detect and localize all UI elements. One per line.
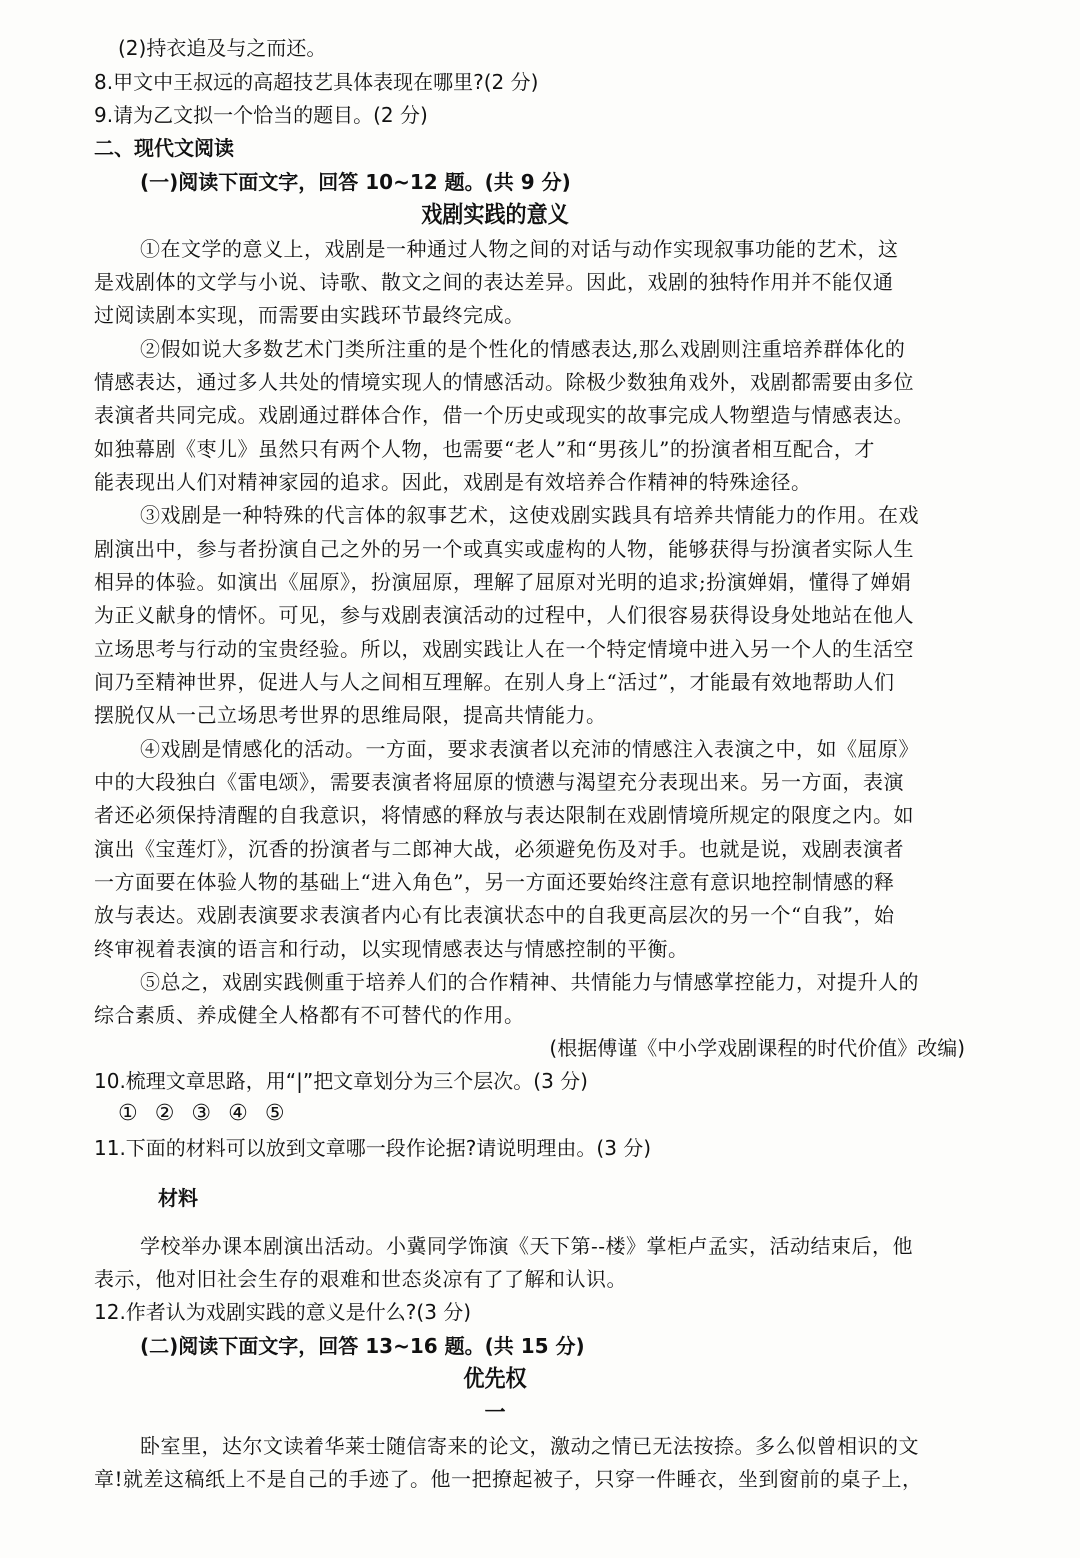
article-title: 戏剧实践的意义 [421, 202, 569, 228]
paragraph-4-line: 一方面要在体验人物的基础上“进入角色”，另一方面还要始终注意有意识地控制情感的释 [94, 870, 895, 894]
paragraph-number-list: ① ② ③ ④ ⑤ [118, 1101, 285, 1126]
subsection-1-instruction: (一)阅读下面文字，回答 10~12 题。(共 9 分) [140, 170, 571, 194]
source-citation: (根据傅谨《中小学戏剧课程的时代价值》改编) [549, 1036, 965, 1060]
paragraph-3-line: ③戏剧是一种特殊的代言体的叙事艺术，这使戏剧实践具有培养共情能力的作用。在戏 [140, 503, 919, 527]
material-text-line: 学校举办课本剧演出活动。小冀同学饰演《天下第--楼》掌柜卢孟实，活动结束后，他 [140, 1234, 914, 1258]
paragraph-3-line: 相异的体验。如演出《屈原》，扮演屈原，理解了屈原对光明的追求;扮演婵娟，懂得了婵娟 [94, 570, 912, 594]
paragraph-5-line: 综合素质、养成健全人格都有不可替代的作用。 [94, 1003, 525, 1027]
question-8: 8.甲文中王叔远的高超技艺具体表现在哪里?(2 分) [94, 70, 539, 94]
paragraph-4-line: 终审视着表演的语言和行动，以实现情感表达与情感控制的平衡。 [94, 937, 689, 961]
paragraph-4-line: 者还必须保持清醒的自我意识，将情感的释放与表达限制在戏剧情境所规定的限度之内。如 [94, 803, 914, 827]
question-9: 9.请为乙文拟一个恰当的题目。(2 分) [94, 103, 428, 127]
paragraph-2-line: 如独幕剧《枣儿》虽然只有两个人物，也需要“老人”和“男孩儿”的扮演者相互配合，才 [94, 437, 875, 461]
question-11: 11.下面的材料可以放到文章哪一段作论据?请说明理由。(3 分) [94, 1136, 652, 1160]
paragraph-3-line: 立场思考与行动的宝贵经验。所以，戏剧实践让人在一个特定情境中进入另一个人的生活空 [94, 637, 914, 661]
story-text-line: 章!就差这稿纸上不是自己的手迹了。他一把撩起被子，只穿一件睡衣，坐到窗前的桌子上， [94, 1467, 923, 1491]
material-text-line: 表示，他对旧社会生存的艰难和世态炎凉有了了解和认识。 [94, 1267, 627, 1291]
subsection-2-instruction: (二)阅读下面文字，回答 13~16 题。(共 15 分) [140, 1334, 585, 1358]
story-text-line: 卧室里，达尔文读着华莱士随信寄来的论文，激动之情已无法按捺。多么似曾相识的文 [140, 1434, 919, 1458]
paragraph-2-line: 表演者共同完成。戏剧通过群体合作，借一个历史或现实的故事完成人物塑造与情感表达。 [94, 403, 914, 427]
paragraph-3-line: 剧演出中，参与者扮演自己之外的另一个或真实或虚构的人物，能够获得与扮演者实际人生 [94, 537, 914, 561]
story-part-number: 一 [484, 1400, 506, 1426]
paragraph-3-line: 间乃至精神世界，促进人与人之间相互理解。在别人身上“活过”，才能最有效地帮助人们 [94, 670, 895, 694]
question-7-item-2: (2)持衣追及与之而还。 [118, 36, 327, 60]
paragraph-1-line: ①在文学的意义上，戏剧是一种通过人物之间的对话与动作实现叙事功能的艺术，这 [140, 237, 899, 261]
story-title: 优先权 [463, 1366, 527, 1392]
question-12: 12.作者认为戏剧实践的意义是什么?(3 分) [94, 1300, 472, 1324]
question-10: 10.梳理文章思路，用“|”把文章划分为三个层次。(3 分) [94, 1069, 588, 1093]
paragraph-4-line: 放与表达。戏剧表演要求表演者内心有比表演状态中的自我更高层次的另一个“自我”，始 [94, 903, 895, 927]
paragraph-2-line: 能表现出人们对精神家园的追求。因此，戏剧是有效培养合作精神的特殊途径。 [94, 470, 812, 494]
paragraph-3-line: 为正义献身的情怀。可见，参与戏剧表演活动的过程中，人们很容易获得设身处地站在他人 [94, 603, 914, 627]
paragraph-5-line: ⑤总之，戏剧实践侧重于培养人们的合作精神、共情能力与情感掌控能力，对提升人的 [140, 970, 919, 994]
paragraph-2-line: ②假如说大多数艺术门类所注重的是个性化的情感表达,那么戏剧则注重培养群体化的 [140, 337, 906, 361]
material-heading: 材料 [158, 1186, 198, 1210]
paragraph-1-line: 是戏剧体的文学与小说、诗歌、散文之间的表达差异。因此，戏剧的独特作用并不能仅通 [94, 270, 894, 294]
paragraph-2-line: 情感表达，通过多人共处的情境实现人的情感活动。除极少数独角戏外，戏剧都需要由多位 [94, 370, 914, 394]
paragraph-4-line: 中的大段独白《雷电颂》，需要表演者将屈原的愤懑与渴望充分表现出来。另一方面，表演 [94, 770, 904, 794]
paragraph-4-line: 演出《宝莲灯》，沉香的扮演者与二郎神大战，必须避免伤及对手。也就是说，戏剧表演者 [94, 837, 904, 861]
section-heading-modern-reading: 二、现代文阅读 [94, 136, 234, 160]
paragraph-1-line: 过阅读剧本实现，而需要由实践环节最终完成。 [94, 303, 525, 327]
paragraph-3-line: 摆脱仅从一己立场思考世界的思维局限，提高共情能力。 [94, 703, 607, 727]
paragraph-4-line: ④戏剧是情感化的活动。一方面，要求表演者以充沛的情感注入表演之中，如《屈原》 [140, 737, 919, 761]
